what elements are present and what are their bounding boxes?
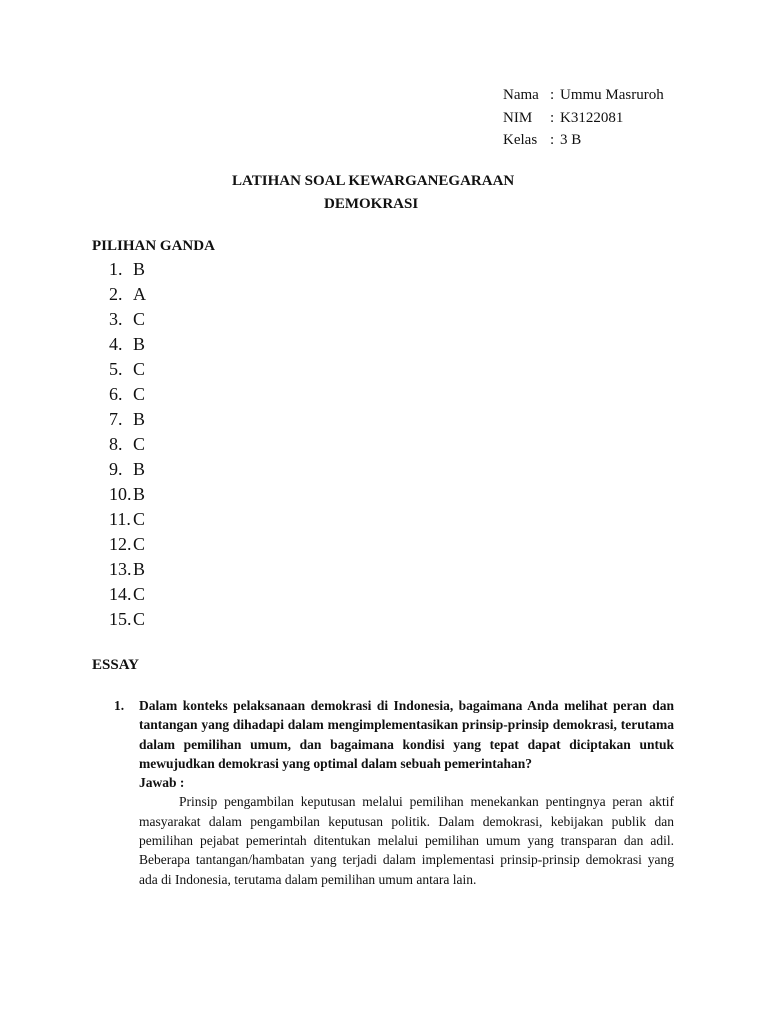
info-separator: : xyxy=(550,109,555,126)
answer-letter: C xyxy=(133,309,146,329)
essay-item xyxy=(114,696,674,889)
info-separator: : xyxy=(550,87,555,103)
answer-letter: B xyxy=(133,334,146,354)
answer-letter: B xyxy=(133,259,146,279)
answer-letter: A xyxy=(133,284,146,304)
answer-letter: B xyxy=(133,459,146,479)
multiple-choice-heading: PILIHAN GANDA xyxy=(92,238,215,254)
essay-answer: Prinsip pengambilan keputusan melalui pemilihan menekankan pentingnya peran aktif masyarakat dalam pengambilan keputusan politik. Dalam demokrasi, kebijakan publik dan pemilihan pejabat pemerintah ditentukan melalui pemilihan umum yang transparan dan adil. Beberapa tantangan/hambatan yang terjadi dalam implementasi prinsip-prinsip demokrasi yang ada di Indonesia, terutama dalam pemilihan umum antara lain. xyxy=(139,794,674,887)
answer-number: 10. xyxy=(109,484,132,504)
answer-item xyxy=(109,582,146,607)
info-value: Ummu Masruroh xyxy=(560,87,664,103)
answer-letter: C xyxy=(133,609,146,629)
info-row-nim xyxy=(503,107,664,130)
answer-item xyxy=(109,282,146,307)
answer-number: 14. xyxy=(109,584,132,604)
answer-number: 6. xyxy=(109,384,123,404)
answer-label: Jawab : xyxy=(139,775,185,791)
answer-item xyxy=(109,482,146,507)
answer-number: 11. xyxy=(109,509,131,529)
answer-item xyxy=(109,507,146,532)
answer-number: 7. xyxy=(109,409,123,429)
document-subtitle: DEMOKRASI xyxy=(324,196,419,212)
answer-letter: C xyxy=(133,359,146,379)
answer-item xyxy=(109,532,146,557)
info-label: NIM xyxy=(503,109,533,126)
info-row-class xyxy=(503,129,664,152)
answer-item xyxy=(109,307,146,332)
answer-number: 4. xyxy=(109,334,123,354)
answer-item xyxy=(109,407,146,432)
document-title: LATIHAN SOAL KEWARGANEGARAAN xyxy=(232,173,515,189)
answer-number: 1. xyxy=(109,259,123,279)
info-label: Nama xyxy=(503,87,539,103)
answer-number: 2. xyxy=(109,284,123,304)
answer-item xyxy=(109,457,146,482)
answer-item xyxy=(109,332,146,357)
answer-item xyxy=(109,607,146,632)
answer-letter: C xyxy=(133,434,146,454)
info-value: K3122081 xyxy=(560,109,624,126)
answer-letter: C xyxy=(133,534,146,554)
answer-number: 12. xyxy=(109,534,132,554)
info-row-name xyxy=(503,84,664,107)
answer-item xyxy=(109,382,146,407)
answer-item xyxy=(109,357,146,382)
answer-letter: C xyxy=(133,584,146,604)
student-info xyxy=(503,84,664,152)
answer-letter: B xyxy=(133,559,146,579)
essay-question: Dalam konteks pelaksanaan demokrasi di Indonesia, bagaimana Anda melihat peran dan tantangan yang dihadapi dalam mengimplementasikan prinsip-prinsip demokrasi, terutama dalam pemilihan umum, dan bagaimana kondisi yang tepat dapat diciptakan untuk mewujudkan demokrasi yang optimal dalam sebuah pemerintahan? xyxy=(139,698,674,771)
answer-item xyxy=(109,557,146,582)
info-separator: : xyxy=(550,132,555,148)
answer-item xyxy=(109,257,146,282)
answer-number: 3. xyxy=(109,309,123,329)
answer-number: 9. xyxy=(109,459,123,479)
answer-number: 8. xyxy=(109,434,123,454)
essay-number: 1. xyxy=(114,698,125,713)
answer-letter: B xyxy=(133,409,146,429)
answer-letter: B xyxy=(133,484,146,504)
info-value: 3 B xyxy=(560,132,582,148)
answer-number: 13. xyxy=(109,559,132,579)
answer-number: 5. xyxy=(109,359,123,379)
answer-letter: C xyxy=(133,384,146,404)
essay-body xyxy=(139,696,674,889)
multiple-choice-answer-list xyxy=(109,257,146,632)
answer-item xyxy=(109,432,146,457)
info-label: Kelas xyxy=(503,132,538,148)
answer-letter: C xyxy=(133,509,146,529)
essay-heading: ESSAY xyxy=(92,657,139,673)
answer-number: 15. xyxy=(109,609,132,629)
